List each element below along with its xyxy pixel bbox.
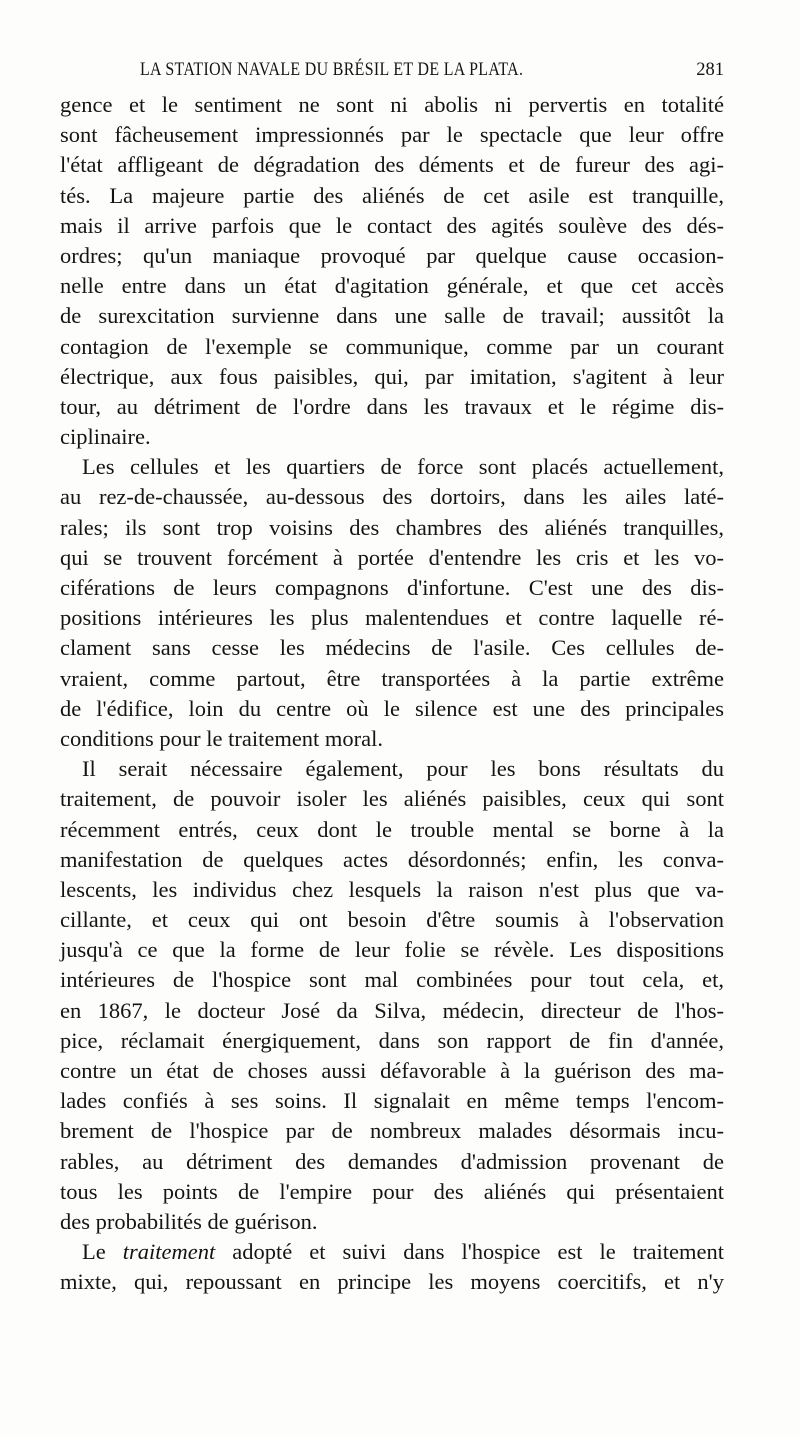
emphasis-word: traitement <box>122 1239 216 1265</box>
text-line: des probabilités de guérison. <box>60 1208 318 1234</box>
text-line: manifestation de quelques actes désordonnés; enfin, les conva- <box>60 846 724 872</box>
text-line: ordres; qu'un maniaque provoqué par quelque cause occasion- <box>60 242 724 268</box>
text-line: électrique, aux fous paisibles, qui, par imitation, s'agitent à leur <box>60 363 724 389</box>
text-line: gence et le sentiment ne sont ni abolis ni pervertis en totalité <box>60 92 724 117</box>
text-line: lades confiés à ses soins. Il signalait en même temps l'encom- <box>60 1088 724 1114</box>
text-line: mixte, qui, repoussant en principe les moyens coercitifs, et n'y <box>60 1269 724 1295</box>
text-line: tour, au détriment de l'ordre dans les travaux et le régime dis- <box>60 393 724 419</box>
text-line: récemment entrés, ceux dont le trouble mental se borne à la <box>60 816 724 842</box>
text-line: au rez-de-chaussée, au-dessous des dortoirs, dans les ailes laté- <box>60 484 724 510</box>
text-line: intérieures de l'hospice sont mal combinées pour tout cela, et, <box>60 967 724 993</box>
text-line: conditions pour le traitement moral. <box>60 725 384 751</box>
text-line: cillante, et ceux qui ont besoin d'être soumis à l'observation <box>60 907 724 933</box>
text-line: rales; ils sont trop voisins des chambres des aliénés tranquilles, <box>60 514 724 540</box>
text-line: Les cellules et les quartiers de force sont placés actuellement, <box>82 454 724 480</box>
text-line: brement de l'hospice par de nombreux malades désormais incu- <box>60 1118 724 1144</box>
text-line: sont fâcheusement impressionnés par le spectacle que leur offre <box>60 122 724 148</box>
text-line: lescents, les individus chez lesquels la raison n'est plus que va- <box>60 876 724 902</box>
text-line: ciférations de leurs compagnons d'infortune. C'est une des dis- <box>60 575 724 600</box>
text-line: positions intérieures les plus malentendues et contre laquelle ré- <box>60 605 724 631</box>
body-text <box>60 90 724 1298</box>
text-line: rables, au détriment des demandes d'admission provenant de <box>60 1148 724 1174</box>
text-line: jusqu'à ce que la forme de leur folie se révèle. Les dispositions <box>60 937 724 963</box>
text-line: en 1867, le docteur José da Silva, médecin, directeur de l'hos- <box>60 997 724 1023</box>
text-line: de surexcitation survienne dans une salle de travail; aussitôt la <box>60 303 724 329</box>
text-line: nelle entre dans un état d'agitation générale, et que cet accès <box>60 273 724 299</box>
text-line: traitement, de pouvoir isoler les aliénés paisibles, ceux qui sont <box>60 786 724 812</box>
text-line: l'état affligeant de dégradation des déments et de fureur des agi- <box>60 152 724 178</box>
text-line: tous les points de l'empire pour des aliénés qui présentaient <box>60 1178 724 1204</box>
text-fragment: Le <box>82 1239 106 1265</box>
text-line: contre un état de choses aussi défavorable à la guérison des ma- <box>60 1058 724 1083</box>
text-line: vraient, comme partout, être transportées à la partie extrême <box>60 665 724 691</box>
text-line: Il serait nécessaire également, pour les bons résultats du <box>82 756 724 782</box>
text-fragment: adopté et suivi dans l'hospice est le traitement <box>232 1239 724 1265</box>
text-line: mais il arrive parfois que le contact des agités soulève des dés- <box>60 212 724 238</box>
text-line <box>60 1237 724 1267</box>
text-line: tés. La majeure partie des aliénés de cet asile est tranquille, <box>60 182 724 208</box>
text-line: pice, réclamait énergiquement, dans son rapport de fin d'année, <box>60 1027 724 1053</box>
text-line: contagion de l'exemple se communique, comme par un courant <box>60 333 724 359</box>
text-line: qui se trouvent forcément à portée d'entendre les cris et les vo- <box>60 544 724 570</box>
running-title: LA STATION NAVALE DU BRÉSIL ET DE LA PLATA. <box>140 60 524 80</box>
text-line: clament sans cesse les médecins de l'asile. Ces cellules de- <box>60 635 724 661</box>
page-number: 281 <box>696 60 724 80</box>
text-line: ciplinaire. <box>60 424 151 450</box>
text-line: de l'édifice, loin du centre où le silence est une des principales <box>60 695 724 721</box>
running-header <box>130 56 724 86</box>
